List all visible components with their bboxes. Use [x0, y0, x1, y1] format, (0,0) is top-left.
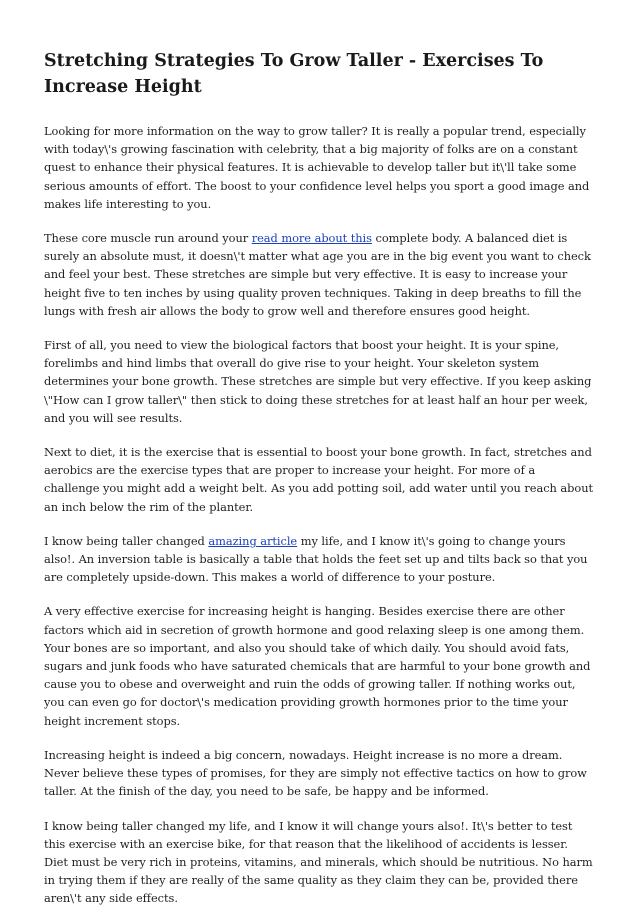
paragraph-7: Increasing height is indeed a big concern, nowadays. Height increase is no more a dream. Never believe these types of promises, for they are simply not effective tactics on how to grow taller. At the finish of the day, you need to be safe, be happy and be informed. [44, 747, 587, 799]
paragraph-5-text-before: I know being taller changed [44, 533, 209, 548]
paragraph-5 [44, 532, 594, 587]
paragraph-2-text-after: complete body. A balanced diet is surely an absolute must, it doesn\'t matter what age you are in the big event you want to check and feel your best. These stretches are simple but very effective. It is easy to increase your height five to ten inches by using quality proven techniques. Taking in deep breaths to fill the lungs with fresh air allows the body to grow well and therefore ensures good height. [44, 231, 591, 318]
paragraph-2-text-before: These core muscle run around your [44, 231, 252, 246]
paragraph-4: Next to diet, it is the exercise that is essential to boost your bone growth. In fact, stretches and aerobics are the exercise types that are proper to increase your height. For more of a challenge you might add a weight belt. As you add potting soil, add water until you reach about an inch below the rim of the planter. [44, 445, 594, 514]
article-title: Stretching Strategies To Grow Taller - Exercises To Increase Height [44, 51, 544, 97]
read-more-link[interactable]: read more about this [251, 231, 372, 246]
paragraph-1: Looking for more information on the way to grow taller? It is really a popular trend, especially with today\'s growing fascination with celebrity, that a big majority of folks are on a constant quest to enhance their physical features. It is achievable to develop taller but it\'ll take some serious amounts of effort. The boost to your confidence level helps you sport a good image and makes life interesting to you. [44, 124, 590, 211]
amazing-article-link[interactable]: amazing article [208, 533, 298, 548]
paragraph-3: First of all, you need to view the biological factors that boost your height. It is your spine, forelimbs and hind limbs that overall do give rise to your height. Your skeleton system determines your bone growth. These stretches are simple but very effective. If you keep asking \"How can I grow taller\" then stick to doing these stretches for at least half an hour per week, and you will see results. [44, 338, 592, 425]
paragraph-8: I know being taller changed my life, and I know it will change yours also!. It\'s better to test this exercise with an exercise bike, for that reason that the likelihood of accidents is lesser. Diet must be very rich in proteins, vitamins, and minerals, which should be nutritious. No harm in trying them if they are really of the same quality as they claim they can be, provided there aren\'t any side effects. [44, 818, 593, 906]
paragraph-6: A very effective exercise for increasing height is hanging. Besides exercise there are other factors which aid in secretion of growth hormone and good relaxing sleep is one among them. Your bones are so important, and also you should take of which daily. You should avoid fats, sugars and junk foods who have saturated chemicals that are harmful to your bone growth and cause you to obese and overweight and ruin the odds of growing taller. If nothing works out, you can even go for doctor\'s medication providing growth hormones prior to the time your height increment stops. [44, 604, 591, 728]
paragraph-5-text-after: my life, and I know it\'s going to change yours also!. An inversion table is basically a table that holds the feet set up and tilts back so that you are completely upside-down. This makes a world of difference to your posture. [44, 533, 588, 585]
paragraph-2 [44, 229, 594, 320]
document-page [44, 48, 594, 924]
